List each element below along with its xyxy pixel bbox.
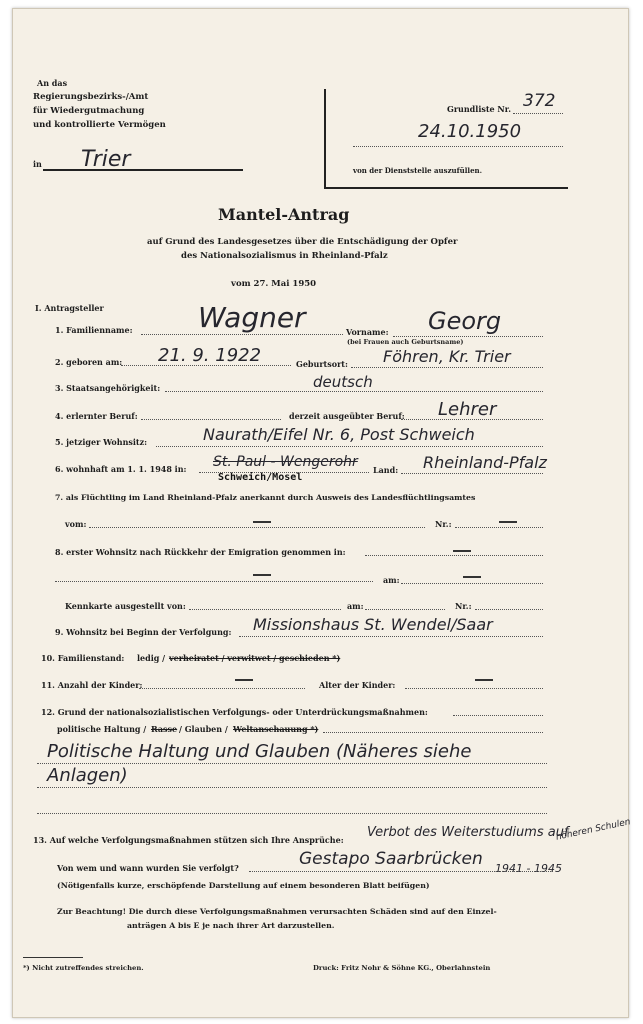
kinder-anzahl-label: 11. Anzahl der Kinder: [41,680,143,690]
years-value: 1941 - 1945 [495,862,562,875]
familienstand-ledig: ledig / [137,653,166,663]
massnahmen-value-2: höheren Schulen [555,817,632,843]
vorname-label: Vorname: [346,327,389,337]
grund-label: 12. Grund der nationalsozialistischen Verfolgungs- oder Unterdrückungsmaßnahmen: [41,707,428,717]
grund-line-2 [323,732,543,733]
addressee-line-1: An das [37,78,68,88]
geburtsort-line [351,367,543,368]
in-label: in [33,159,42,169]
emigration-label: 8. erster Wohnsitz nach Rückkehr der Emigration genommen in: [55,547,346,557]
emigration-am-dash [463,576,481,578]
addressee-line-4: und kontrollierte Vermögen [33,120,166,130]
emigration-am-line [401,583,543,584]
fluechtling-nr-dash [499,521,517,523]
beachtung-line-2: anträgen A bis E je nach ihrer Art darzustellen. [127,921,335,930]
wohnhaft-1948-label: 6. wohnhaft am 1. 1. 1948 in: [55,464,187,474]
kinder-alter-line [405,688,543,689]
addressee-line-2: Regierungsbezirks-/Amt [33,92,149,102]
vorname-line [393,336,543,337]
grundliste-value: 372 [523,91,556,111]
verfolgung-wohnsitz-line [239,636,543,637]
fluechtling-nr-line [455,527,543,528]
kinder-alter-label: Alter der Kinder: [319,680,396,690]
geburtsname-note: (bei Frauen auch Geburtsname) [347,338,464,346]
wohnhaft-1948-typed: Schweich/Mosel [218,472,303,483]
massnahmen-value-1: Verbot des Weiterstudiums auf [367,825,569,840]
grund-line [453,715,543,716]
in-underline [43,169,243,171]
office-note: von der Dienststelle auszufüllen. [353,166,483,175]
kinder-alter-dash [475,679,493,681]
grundliste-label: Grundliste Nr. [447,104,512,114]
kennkarte-nr-line [475,609,543,610]
grund-handwritten-2: Anlagen) [47,765,128,786]
office-box-bottom [324,187,568,189]
familienname-line [141,334,343,335]
land-line [401,473,543,474]
familienname-label: 1. Familienname: [55,325,133,335]
land-value: Rheinland-Pfalz [423,453,547,472]
office-box-border [324,89,326,189]
grund-line-4 [37,787,547,788]
grund-handwritten-1: Politische Haltung und Glauben (Näheres siehe [47,741,472,762]
section-heading: I. Antragsteller [35,303,104,313]
fluechtling-vom-label: vom: [65,519,87,529]
geburtsort-label: Geburtsort: [296,359,348,369]
form-sheet [12,8,632,1018]
kennkarte-label: Kennkarte ausgestellt von: [65,601,186,611]
grund-glauben: / Glauben / [179,724,228,734]
land-label: Land: [373,465,399,475]
in-value: Trier [81,147,131,172]
kinder-anzahl-line [139,688,305,689]
von-wem-line [249,871,553,872]
printer-note: Druck: Fritz Nohr & Söhne KG., Oberlahnstein [313,964,491,972]
wohnhaft-1948-value: St. Paul - Wengerohr [213,454,358,470]
grund-line-3 [37,763,547,764]
fluechtling-vom-line [89,527,425,528]
emigration-dash-2 [253,574,271,576]
staatsangehoerigkeit-value: deutsch [313,373,373,391]
grund-line-5 [37,813,547,814]
wohnsitz-line [156,446,543,447]
subtitle-line-1: auf Grund des Landesgesetzes über die Entschädigung der Opfer [147,237,458,247]
date-line [353,146,563,147]
von-wem-label: Von wem und wann wurden Sie verfolgt? [57,863,239,873]
kennkarte-am-line [365,609,445,610]
familienname-value: Wagner [198,301,306,334]
footnote: *) Nicht zutreffendes streichen. [23,964,144,972]
beachtung-line-1: Zur Beachtung! Die durch diese Verfolgungsmaßnahmen verursachten Schäden sind auf den Einzel- [57,907,497,916]
wohnsitz-label: 5. jetziger Wohnsitz: [55,437,148,447]
vorname-value: Georg [428,307,502,335]
emigration-am-label: am: [383,575,400,585]
noetig-note: (Nötigenfalls kurze, erschöpfende Darstellung auf einem besonderen Blatt beifügen) [57,881,430,890]
grundliste-line [513,113,563,114]
kennkarte-line [189,609,341,610]
verfolgung-wohnsitz-label: 9. Wohnsitz bei Beginn der Verfolgung: [55,627,232,637]
von-wem-value: Gestapo Saarbrücken [299,849,483,869]
familienstand-label: 10. Familienstand: [41,653,125,663]
ausgeuebter-beruf-line [401,419,543,420]
grund-haltung: politische Haltung / [57,724,147,734]
ausgeuebter-beruf-value: Lehrer [438,399,497,420]
erlernter-beruf-label: 4. erlernter Beruf: [55,411,138,421]
wohnsitz-value: Naurath/Eifel Nr. 6, Post Schweich [203,425,475,444]
fluechtling-vom-dash [253,521,271,523]
fluechtling-label: 7. als Flüchtling im Land Rheinland-Pfalz anerkannt durch Ausweis des Landesflüchtlingsamtes [55,493,476,502]
geboren-value: 21. 9. 1922 [158,345,262,366]
form-title: Mantel-Antrag [218,205,350,224]
grund-rasse-struck: Rasse [151,724,178,734]
subtitle-line-2: des Nationalsozialismus in Rheinland-Pfalz [181,251,388,261]
geboren-line [121,365,291,366]
emigration-dash-1 [453,550,471,552]
geboren-label: 2. geboren am: [55,357,123,367]
wohnhaft-1948-line [199,472,369,473]
kennkarte-nr-label: Nr.: [455,601,472,611]
addressee-line-3: für Wiedergutmachung [33,106,145,116]
fluechtling-nr-label: Nr.: [435,519,452,529]
kinder-anzahl-dash [235,679,253,681]
verfolgung-wohnsitz-value: Missionshaus St. Wendel/Saar [253,615,493,634]
kennkarte-am-label: am: [347,601,364,611]
emigration-line-1 [365,555,543,556]
staatsangehoerigkeit-line [165,391,543,392]
ausgeuebter-beruf-label: derzeit ausgeübter Beruf: [289,411,405,421]
law-date: vom 27. Mai 1950 [231,279,317,289]
staatsangehoerigkeit-label: 3. Staatsangehörigkeit: [55,383,161,393]
massnahmen-label: 13. Auf welche Verfolgungsmaßnahmen stützen sich Ihre Ansprüche: [33,835,344,845]
geburtsort-value: Föhren, Kr. Trier [383,347,511,366]
footnote-rule [23,957,83,958]
date-value: 24.10.1950 [418,121,522,142]
grund-weltanschauung-struck: Weltanschauung *) [233,724,319,734]
erlernter-beruf-line [141,419,281,420]
emigration-line-2 [55,581,373,582]
familienstand-struck: verheiratet / verwitwet / geschieden *) [169,653,341,663]
